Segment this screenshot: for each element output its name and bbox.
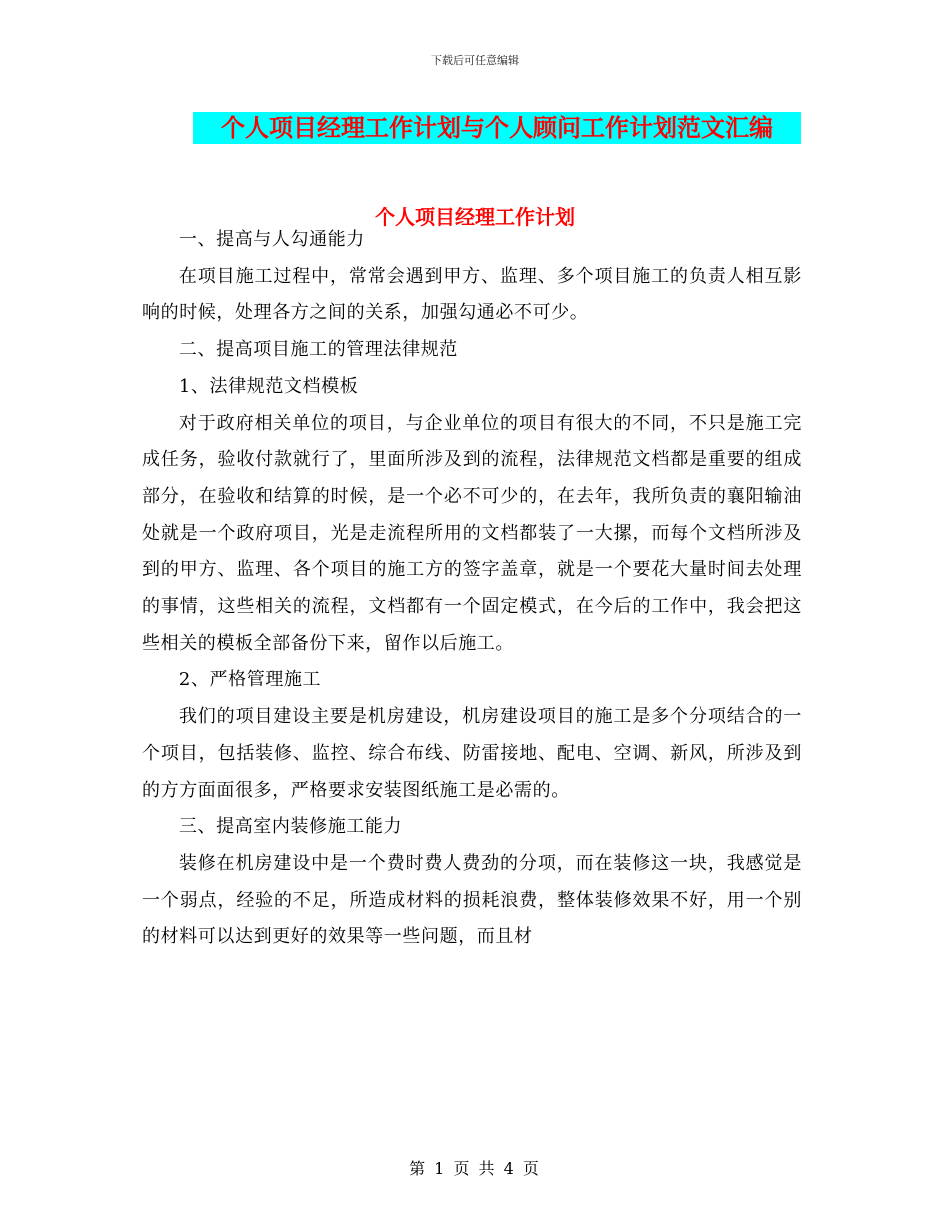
section-title: 个人项目经理工作计划: [375, 205, 575, 229]
document-body: [142, 222, 802, 956]
document-title: 个人项目经理工作计划与个人顾问工作计划范文汇编: [193, 112, 801, 144]
header-note: 下载后可任意编辑: [431, 54, 519, 67]
heading-3: 三、提高室内装修施工能力: [178, 816, 403, 838]
paragraph-2-2: 我们的项目建设主要是机房建设，机房建设项目的施工是多个分项结合的一个项目，包括装修、监控、综合布线、防雷接地、配电、空调、新风，所涉及到的方方面面很多，严格要求安装图纸施工是必需的。: [142, 706, 802, 801]
subheading-2-1: 1、法律规范文档模板: [178, 375, 359, 397]
page-number: 第 1 页 共 4 页: [409, 1159, 541, 1178]
heading-1: 一、提高与人勾通能力: [178, 229, 365, 250]
paragraph-2-1: 对于政府相关单位的项目，与企业单位的项目有很大的不同，不只是施工完成任务，验收付款就行了，里面所涉及到的流程，法律规范文档都是重要的组成部分，在验收和结算的时候，是一个必不可少的，在去年，我所负责的襄阳输油处就是一个政府项目，光是走流程所用的文档都装了一大摞，而每个文档所涉及到的甲方、监理、各个项目的施工方的签字盖章，就是一个要花大量时间去处理的事情，这些相关的流程，文档都有一个固定模式，在今后的工作中，我会把这些相关的模板全部备份下来，留作以后施工。: [142, 412, 802, 654]
paragraph-1: 在项目施工过程中，常常会遇到甲方、监理、多个项目施工的负责人相互影响的时候，处理各方之间的关系，加强勾通必不可少。: [142, 265, 802, 324]
paragraph-3: 装修在机房建设中是一个费时费人费劲的分项，而在装修这一块，我感觉是一个弱点，经验的不足，所造成材料的损耗浪费，整体装修效果不好，用一个别的材料可以达到更好的效果等一些问题，而且材: [142, 852, 802, 948]
heading-2: 二、提高项目施工的管理法律规范: [178, 339, 458, 361]
subheading-2-2: 2、严格管理施工: [178, 669, 322, 691]
